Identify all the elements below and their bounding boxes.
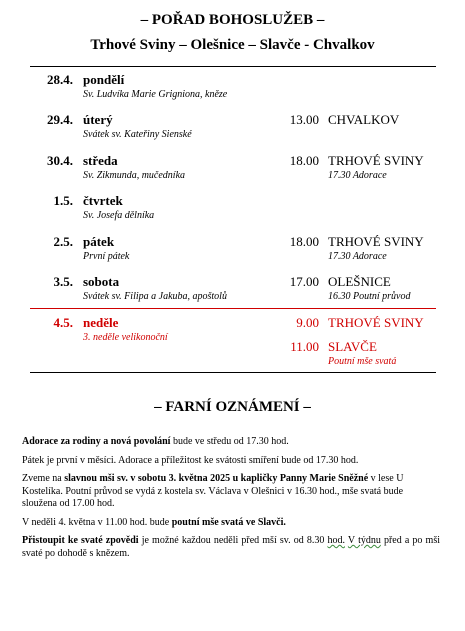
row-day: úterý [83,112,113,127]
row-time: 18.00 [289,153,319,168]
row-feast: Svátek sv. Kateřiny Sienské [83,129,192,140]
announcement-text: před a po mši svaté po dohodě s knězem. [22,535,441,559]
row-feast: Sv. Josefa dělníka [83,210,155,221]
row-feast: Sv. Zikmunda, mučedníka [83,170,186,181]
row-place: CHVALKOV [328,112,400,127]
announcement-highlight: slavnou mši sv. v sobotu 3. května 2025 u kapličky Panny Marie Sněžné [64,473,369,484]
row-time: 13.00 [289,112,319,127]
bottom-divider [30,372,436,373]
announcement-highlight: poutní mše svatá ve Slavči. [171,516,286,528]
announcement-confession [22,535,440,560]
announcements-title: – FARNÍ OZNÁMENÍ – [154,399,311,415]
announcement-slavce-mass [22,517,440,530]
announcement-first-friday: Pátek je první v měsíci. Adorace a příležitost ke svátosti smíření bude od 17.30 hod. [22,454,359,466]
row-note: 17.30 Adorace [328,170,387,181]
row-date: 2.5. [53,234,73,249]
announcement-text: bude ve středu od 17.30 hod. [170,436,289,447]
page-title: – POŘAD BOHOSLUŽEB – [140,12,325,28]
announcement-text: je možné každou neděli před mší sv. od 8.30 [138,535,328,546]
page-subtitle: Trhové Sviny – Olešnice – Slavče - Chvalkov [90,37,375,53]
row-place-second: SLAVČE [328,339,377,354]
row-day: pátek [83,234,115,249]
announcements-body [22,436,440,560]
row-day: sobota [83,274,120,289]
spellcheck-mark: hod. [327,535,345,546]
announcement-text: V neděli 4. května v 11.00 hod. bude [22,516,172,528]
row-feast: Svátek sv. Filipa a Jakuba, apoštolů [83,291,227,302]
announcement-highlight: Přistoupit ke svaté zpovědi [22,535,139,546]
row-time: 18.00 [289,234,319,249]
announcement-adoration [22,436,440,449]
row-feast: 3. neděle velikonoční [83,332,168,343]
row-time-second: 11.00 [290,339,319,354]
row-date: 1.5. [53,193,73,208]
row-place: TRHOVÉ SVINY [328,153,424,168]
sunday-divider [30,308,436,309]
row-note-second: Poutní mše svatá [328,356,397,367]
announcement-pilgrimage-mass [22,473,440,511]
row-note: 16.30 Poutní průvod [328,291,411,302]
row-time: 17.00 [289,274,319,289]
row-note: 17.30 Adorace [328,251,387,262]
row-place: TRHOVÉ SVINY [328,234,424,249]
row-feast: První pátek [83,251,130,262]
row-date: 30.4. [47,153,73,168]
row-day: pondělí [83,72,125,87]
row-place: TRHOVÉ SVINY [328,315,424,330]
row-day: čtvrtek [83,193,123,208]
row-date: 3.5. [53,274,73,289]
top-divider [30,66,436,67]
spellcheck-mark: V týdnu [347,535,381,546]
row-day: středa [83,153,118,168]
row-day: neděle [83,315,119,330]
announcement-text: Zveme na [22,473,65,484]
row-date: 28.4. [47,72,73,87]
row-date: 29.4. [47,112,73,127]
row-date: 4.5. [53,315,73,330]
row-place: OLEŠNICE [328,274,391,289]
announcement-text: v lese U Kostelíka. Poutní průvod se vydá z kostela sv. Václava v Olešnici v 16.30 hod., mše svatá bude sloužena od 17.00 hod. [22,473,404,509]
row-time: 9.00 [296,315,319,330]
announcement-highlight: Adorace za rodiny a nová povolání [22,436,171,447]
row-feast: Sv. Ludvíka Marie Grigniona, kněze [83,89,228,100]
